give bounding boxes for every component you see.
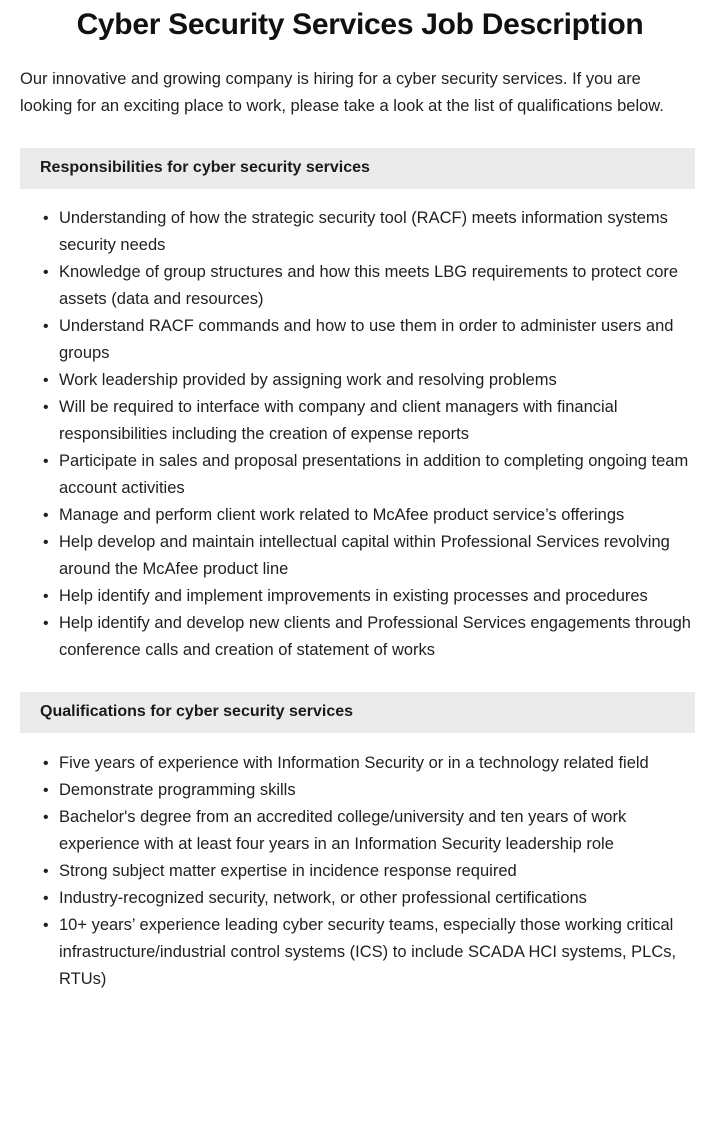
qualifications-header-wrap xyxy=(0,664,720,733)
list-item: • Help identify and develop new clients and Professional Services engagements through conference calls and creation of statement of works xyxy=(20,610,695,664)
responsibilities-section xyxy=(0,120,720,664)
list-item: • Manage and perform client work related to McAfee product service’s offerings xyxy=(20,502,695,529)
qualifications-section xyxy=(0,664,720,993)
list-item: • Work leadership provided by assigning work and resolving problems xyxy=(20,367,695,394)
qualifications-list xyxy=(0,733,720,993)
list-item: • Bachelor's degree from an accredited college/university and ten years of work experience with at least four years in an Information Security leadership role xyxy=(20,804,695,858)
page-title: Cyber Security Services Job Description xyxy=(76,8,644,41)
section-heading-qualifications: Qualifications for cyber security services xyxy=(20,692,695,733)
list-item: • Strong subject matter expertise in incidence response required xyxy=(20,858,695,885)
list-item: • Help develop and maintain intellectual capital within Professional Services revolving around the McAfee product line xyxy=(20,529,695,583)
list-item: • Five years of experience with Information Security or in a technology related field xyxy=(20,750,695,777)
list-item: • Demonstrate programming skills xyxy=(20,777,695,804)
list-item: • 10+ years’ experience leading cyber security teams, especially those working critical infrastructure/industrial control systems (ICS) to include SCADA HCI systems, PLCs, RTUs) xyxy=(20,912,695,993)
list-item: • Understand RACF commands and how to use them in order to administer users and groups xyxy=(20,313,695,367)
list-item: • Help identify and implement improvements in existing processes and procedures xyxy=(20,583,695,610)
responsibilities-list xyxy=(0,189,720,664)
list-item: • Industry-recognized security, network, or other professional certifications xyxy=(20,885,695,912)
list-item: • Understanding of how the strategic security tool (RACF) meets information systems security needs xyxy=(20,205,695,259)
section-heading-responsibilities: Responsibilities for cyber security services xyxy=(20,148,695,189)
list-item: • Participate in sales and proposal presentations in addition to completing ongoing team account activities xyxy=(20,448,695,502)
intro-paragraph: Our innovative and growing company is hiring for a cyber security services. If you are looking for an exciting place to work, please take a look at the list of qualifications below. xyxy=(20,70,664,115)
list-item: • Knowledge of group structures and how this meets LBG requirements to protect core assets (data and resources) xyxy=(20,259,695,313)
list-item: • Will be required to interface with company and client managers with financial responsibilities including the creation of expense reports xyxy=(20,394,695,448)
responsibilities-header-wrap xyxy=(0,120,720,189)
